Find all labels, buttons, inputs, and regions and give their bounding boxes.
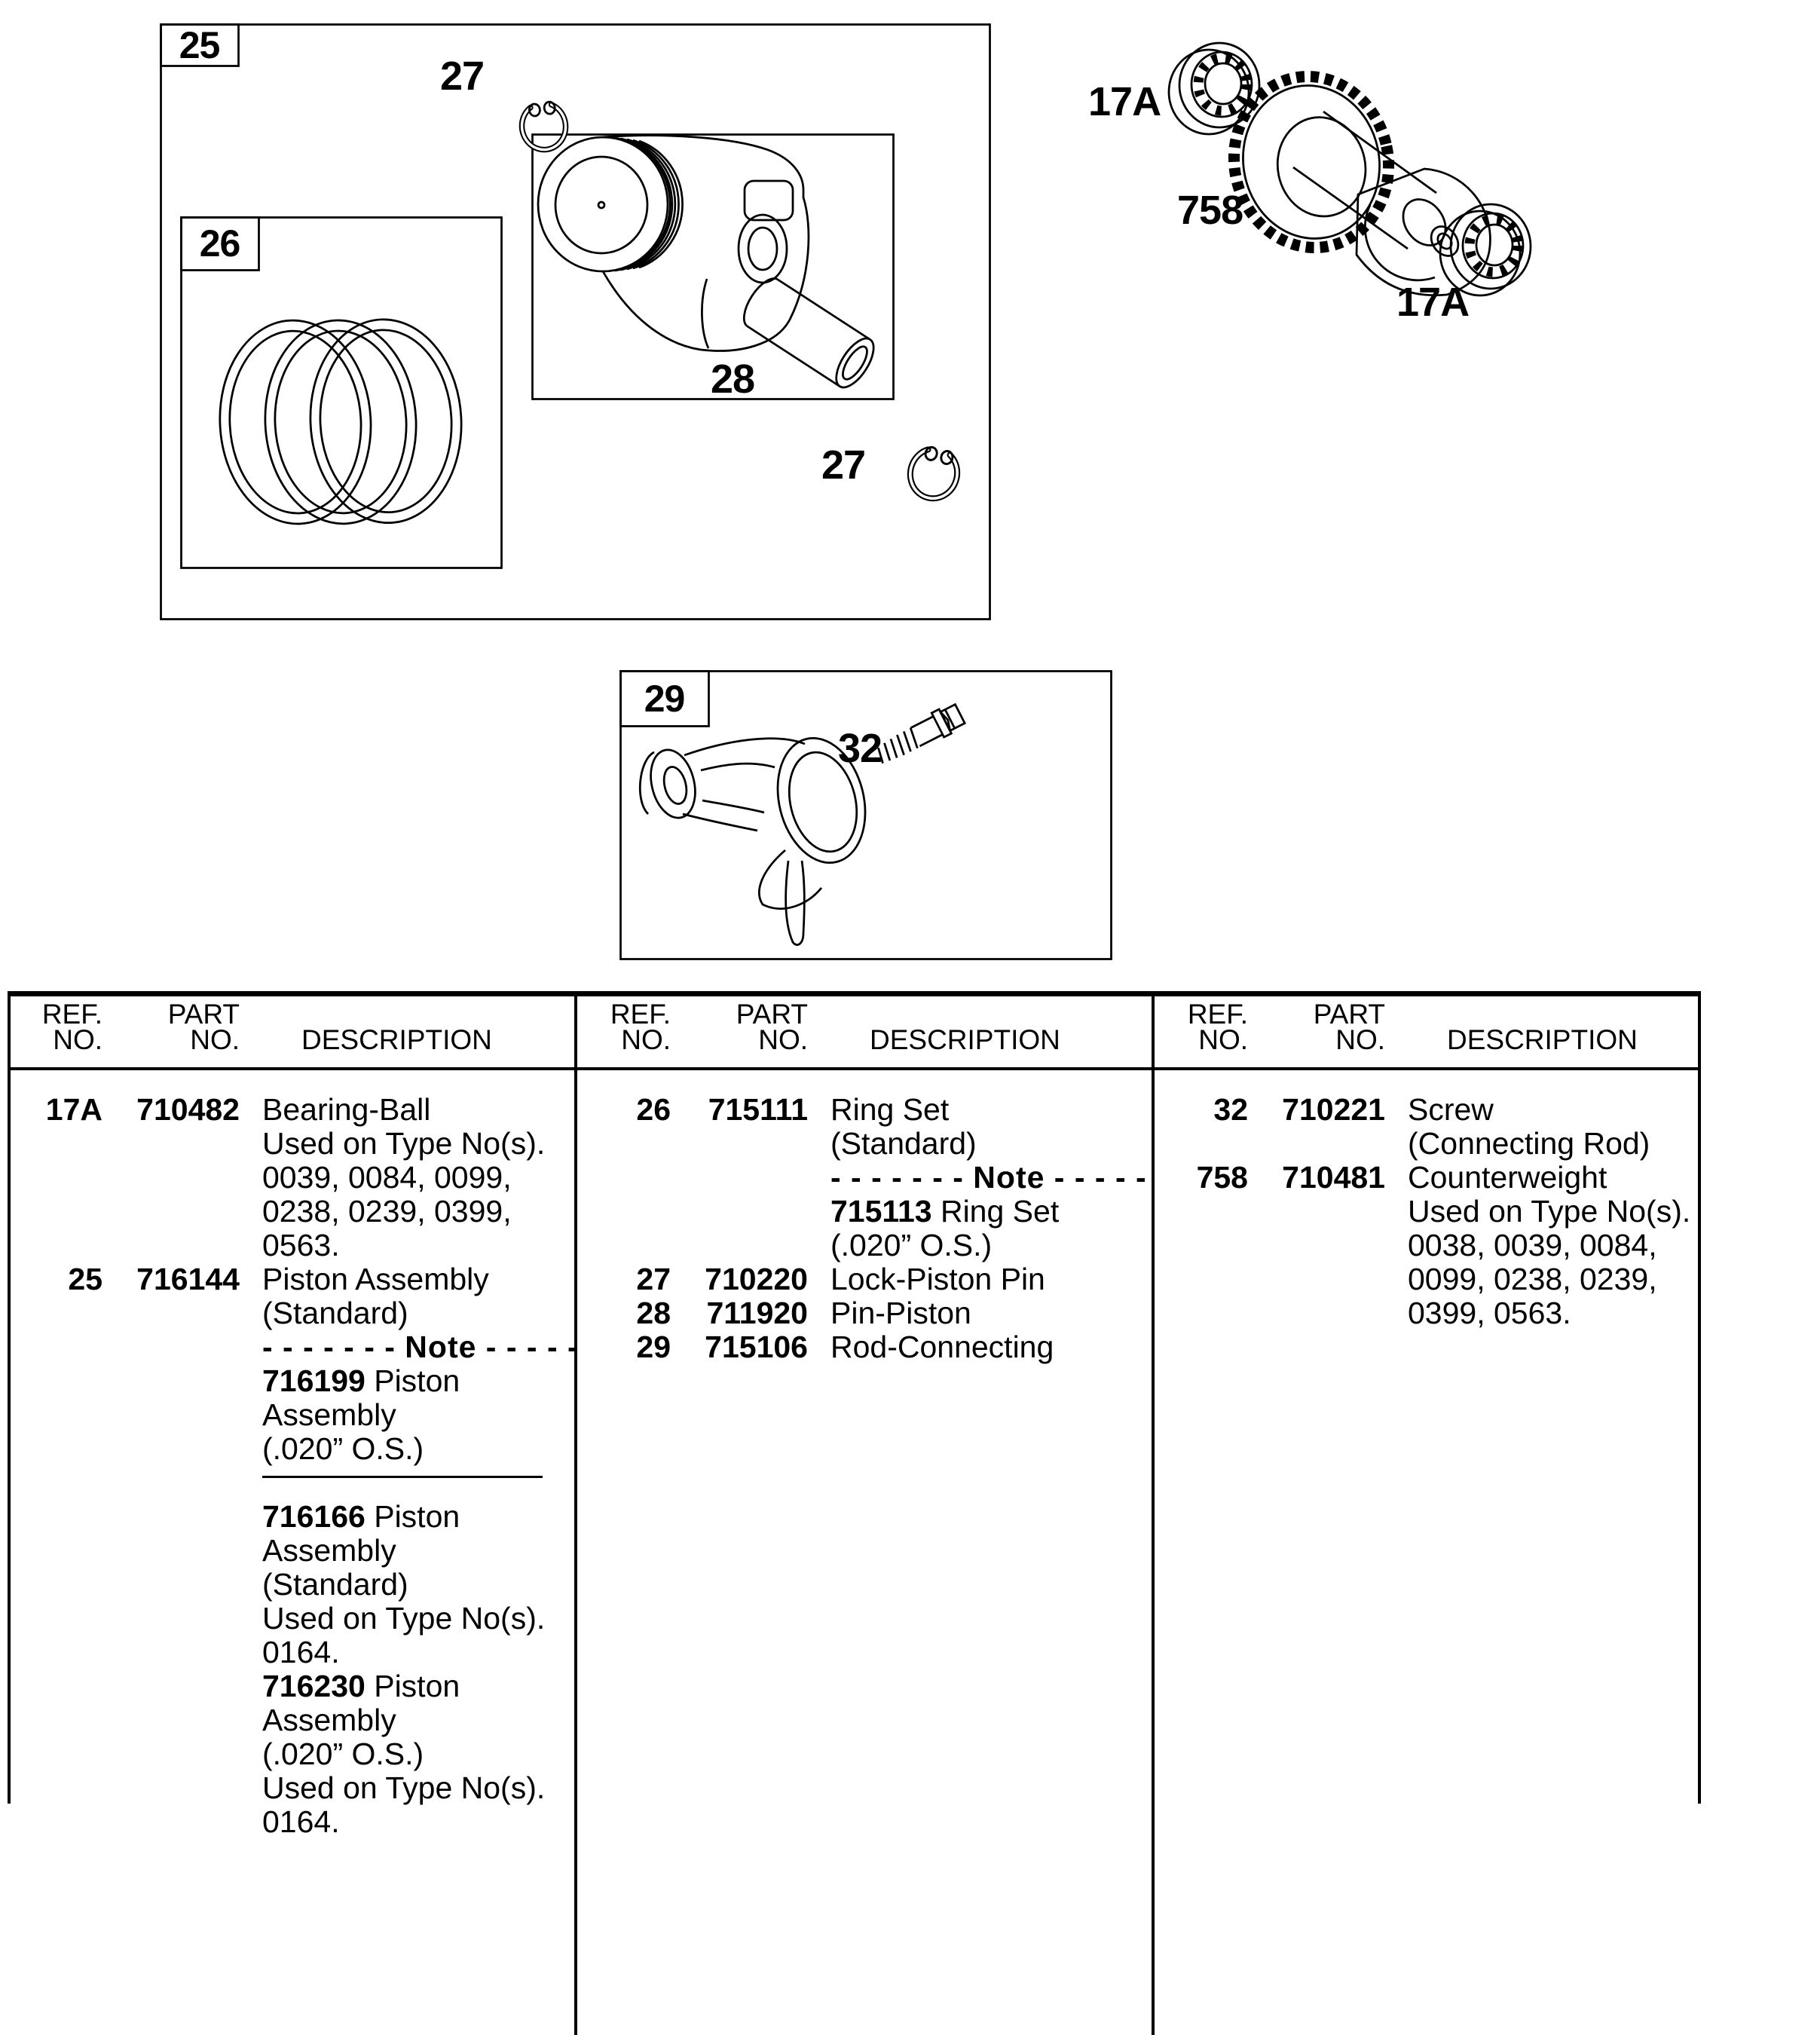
ref-no: 29 bbox=[636, 1330, 671, 1364]
description: Piston Assembly (Standard) - - - - - - - Note - - - - - 716199 Piston Assembly (.020” O.S.) bbox=[262, 1262, 579, 1466]
piston-pin-icon bbox=[737, 273, 881, 393]
description: Lock-Piston Pin bbox=[830, 1262, 1045, 1296]
description: Rod-Connecting bbox=[830, 1330, 1054, 1364]
note-separator bbox=[262, 1476, 543, 1478]
ref-no: 32 bbox=[1213, 1092, 1248, 1127]
lock-ring-right-icon bbox=[905, 443, 962, 503]
part-no: 711920 bbox=[706, 1296, 808, 1330]
ref-no: 758 bbox=[1196, 1160, 1248, 1195]
part-no: 710482 bbox=[136, 1092, 240, 1127]
lock-ring-top-icon bbox=[518, 100, 568, 153]
box-26-label: 26 bbox=[199, 222, 240, 265]
description: Pin-Piston bbox=[830, 1296, 971, 1330]
callout-17a-bottom: 17A bbox=[1396, 280, 1470, 325]
description: Counterweight Used on Type No(s). 0038, 0039, 0084, 0099, 0238, 0239, 0399, 0563. bbox=[1408, 1160, 1691, 1330]
table-header-rule bbox=[8, 1067, 1701, 1070]
col2-ref-header: REF. NO. bbox=[610, 999, 671, 1055]
callout-28: 28 bbox=[711, 357, 755, 402]
part-no: 710220 bbox=[705, 1262, 808, 1296]
ref-no: 27 bbox=[636, 1262, 671, 1296]
piston-icon bbox=[538, 136, 809, 351]
callout-17a-top: 17A bbox=[1088, 79, 1161, 124]
box-25-label: 25 bbox=[179, 23, 220, 66]
description: Ring Set (Standard) - - - - - - - Note - - - - - 715113 Ring Set (.020” O.S.) bbox=[830, 1092, 1147, 1262]
table-divider-2 bbox=[1152, 991, 1155, 2035]
col3-part-header: PART NO. bbox=[1313, 999, 1385, 1055]
col2-description-header: DESCRIPTION bbox=[870, 1024, 1060, 1055]
part-no: 715111 bbox=[708, 1092, 808, 1127]
col1-ref-header: REF. NO. bbox=[41, 999, 102, 1055]
col3-description-header: DESCRIPTION bbox=[1447, 1024, 1638, 1055]
box-29-label: 29 bbox=[644, 677, 685, 720]
part-no: 710221 bbox=[1282, 1092, 1385, 1127]
ref-no: 25 bbox=[68, 1262, 102, 1296]
table-divider-1 bbox=[574, 991, 577, 2035]
part-no: 710481 bbox=[1282, 1160, 1385, 1195]
col1-part-header: PART NO. bbox=[167, 999, 240, 1055]
table-left-border bbox=[8, 991, 11, 1804]
callout-27-right: 27 bbox=[821, 442, 866, 488]
table-top-rule bbox=[8, 991, 1701, 996]
ref-no: 28 bbox=[636, 1296, 671, 1330]
ref-no: 26 bbox=[636, 1092, 671, 1127]
description: Screw (Connecting Rod) bbox=[1408, 1092, 1650, 1161]
description: 716166 Piston Assembly (Standard) Used on Type No(s). 0164. 716230 Piston Assembly (.020” O.S.) Used on Type No(s). 0164. bbox=[262, 1499, 546, 1839]
callout-27-top: 27 bbox=[440, 54, 485, 99]
piston-ring-set-icon bbox=[215, 312, 466, 531]
description: Bearing-Ball Used on Type No(s). 0039, 0084, 0099, 0238, 0239, 0399, 0563. bbox=[262, 1092, 546, 1262]
rod-screw-icon bbox=[873, 702, 966, 767]
col1-description-header: DESCRIPTION bbox=[301, 1024, 492, 1055]
callout-32: 32 bbox=[838, 726, 882, 771]
table-right-border bbox=[1698, 991, 1701, 1804]
exploded-view-artwork bbox=[0, 0, 1820, 980]
counterweight-gear-icon bbox=[1219, 62, 1491, 295]
col2-part-header: PART NO. bbox=[736, 999, 808, 1055]
frame-boxes bbox=[161, 25, 1112, 959]
ref-no: 17A bbox=[45, 1092, 102, 1127]
part-no: 715106 bbox=[705, 1330, 808, 1364]
col3-ref-header: REF. NO. bbox=[1187, 999, 1248, 1055]
callout-758: 758 bbox=[1177, 188, 1243, 233]
part-no: 716144 bbox=[136, 1262, 240, 1296]
